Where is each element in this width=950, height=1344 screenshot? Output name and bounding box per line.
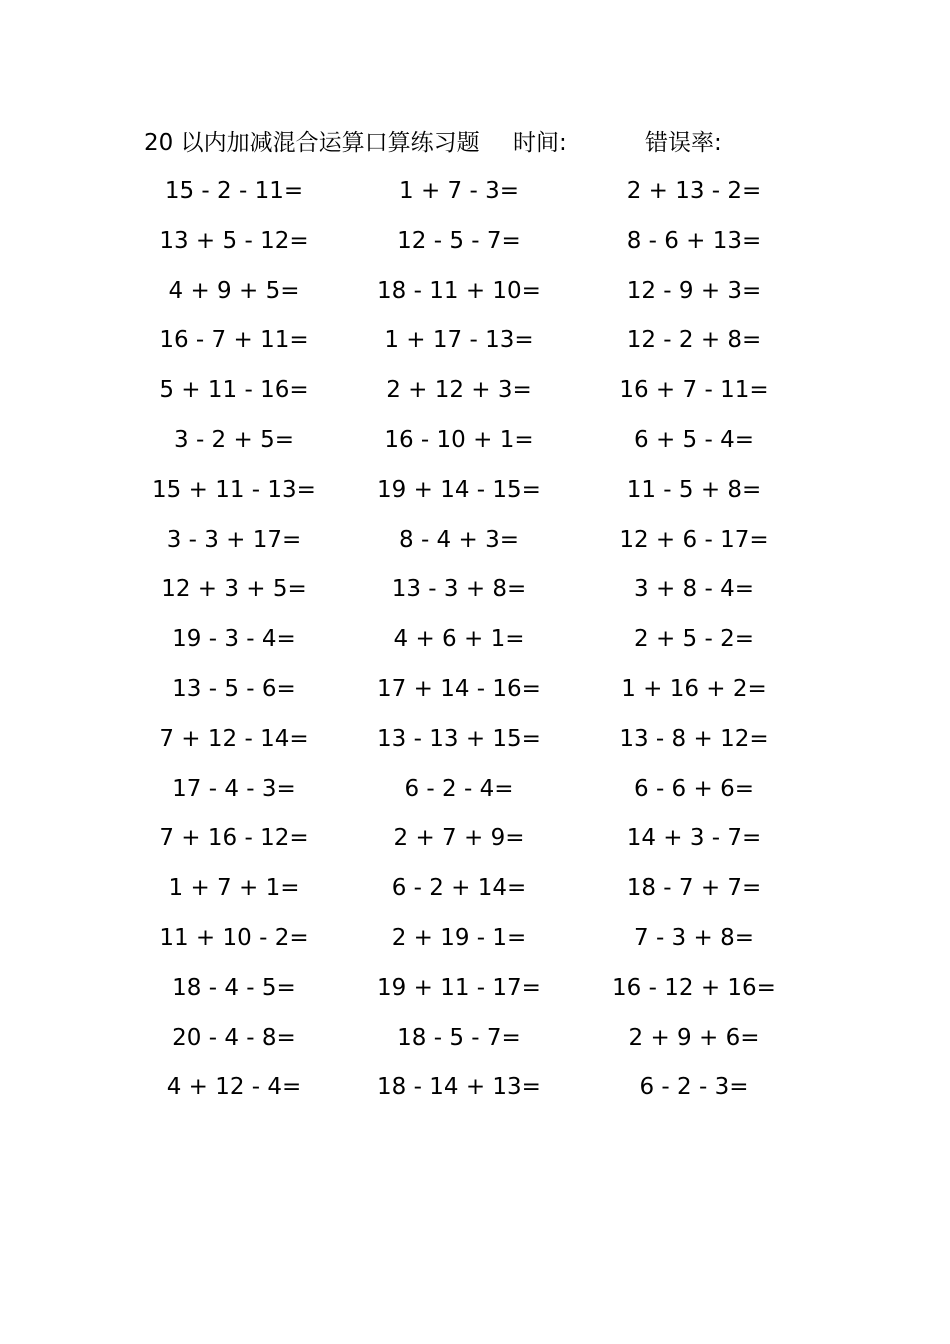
- problem-item: 12 - 9 + 3=: [626, 277, 762, 304]
- problem-item: 16 - 10 + 1=: [384, 426, 534, 453]
- problem-item: 19 + 14 - 15=: [377, 476, 541, 503]
- problem-item: 18 - 7 + 7=: [626, 875, 762, 902]
- problem-item: 13 - 8 + 12=: [619, 725, 769, 752]
- problem-item: 13 - 13 + 15=: [377, 725, 541, 752]
- problem-row: [140, 1069, 800, 1119]
- problem-row: [140, 870, 800, 920]
- problem-item: 8 - 4 + 3=: [399, 526, 519, 553]
- problem-item: 6 - 2 + 14=: [391, 875, 527, 902]
- problem-item: 13 - 5 - 6=: [172, 675, 296, 702]
- problem-item: 4 + 12 - 4=: [166, 1074, 302, 1101]
- problem-item: 17 - 4 - 3=: [172, 775, 296, 802]
- problem-item: 6 - 6 + 6=: [634, 775, 754, 802]
- problem-row: [140, 820, 800, 870]
- problem-row: [140, 621, 800, 671]
- problem-row: [140, 273, 800, 323]
- problem-item: 2 + 12 + 3=: [386, 377, 532, 404]
- problem-item: 6 + 5 - 4=: [634, 426, 754, 453]
- problem-item: 13 - 3 + 8=: [391, 576, 527, 603]
- problem-item: 7 - 3 + 8=: [634, 924, 754, 951]
- problem-item: 2 + 9 + 6=: [628, 1024, 760, 1051]
- problem-item: 2 + 7 + 9=: [393, 825, 525, 852]
- problem-item: 15 + 11 - 13=: [152, 476, 316, 503]
- problem-row: [140, 970, 800, 1020]
- problem-item: 3 - 3 + 17=: [166, 526, 302, 553]
- problem-row: [140, 571, 800, 621]
- problem-row: [140, 472, 800, 522]
- problem-item: 6 - 2 - 3=: [639, 1074, 749, 1101]
- time-label: 时间:: [513, 130, 567, 156]
- problem-item: 16 - 7 + 11=: [159, 327, 309, 354]
- problem-item: 18 - 4 - 5=: [172, 974, 296, 1001]
- problem-item: 11 - 5 + 8=: [626, 476, 762, 503]
- problem-item: 1 + 16 + 2=: [621, 675, 767, 702]
- problem-item: 12 - 2 + 8=: [626, 327, 762, 354]
- problem-item: 2 + 5 - 2=: [634, 626, 754, 653]
- problem-item: 19 - 3 - 4=: [172, 626, 296, 653]
- problem-item: 1 + 17 - 13=: [384, 327, 534, 354]
- problem-row: [140, 422, 800, 472]
- problem-item: 4 + 9 + 5=: [168, 277, 300, 304]
- problem-item: 12 - 5 - 7=: [397, 227, 521, 254]
- problem-row: [140, 771, 800, 821]
- problem-item: 3 - 2 + 5=: [174, 426, 294, 453]
- problem-item: 2 + 13 - 2=: [626, 178, 762, 204]
- problem-grid: [140, 173, 800, 1119]
- problem-item: 7 + 16 - 12=: [159, 825, 309, 852]
- problem-row: [140, 920, 800, 970]
- problem-item: 18 - 11 + 10=: [377, 277, 541, 304]
- problem-row: [140, 522, 800, 572]
- problem-item: 1 + 7 + 1=: [168, 875, 300, 902]
- problem-row: [140, 721, 800, 771]
- problem-item: 18 - 5 - 7=: [397, 1024, 521, 1051]
- problem-item: 7 + 12 - 14=: [159, 725, 309, 752]
- problem-item: 4 + 6 + 1=: [393, 626, 525, 653]
- problem-item: 12 + 3 + 5=: [161, 576, 307, 603]
- problem-item: 17 + 14 - 16=: [377, 675, 541, 702]
- problem-item: 12 + 6 - 17=: [619, 526, 769, 553]
- problem-item: 1 + 7 - 3=: [399, 178, 519, 204]
- problem-item: 6 - 2 - 4=: [404, 775, 514, 802]
- problem-row: [140, 1020, 800, 1070]
- problem-row: [140, 671, 800, 721]
- problem-item: 16 - 12 + 16=: [612, 974, 776, 1001]
- problem-row: [140, 173, 800, 223]
- problem-row: [140, 322, 800, 372]
- problem-item: 5 + 11 - 16=: [159, 377, 309, 404]
- problem-item: 2 + 19 - 1=: [391, 924, 527, 951]
- problem-item: 3 + 8 - 4=: [634, 576, 754, 603]
- problem-item: 19 + 11 - 17=: [377, 974, 541, 1001]
- problem-item: 14 + 3 - 7=: [626, 825, 762, 852]
- problem-item: 13 + 5 - 12=: [159, 227, 309, 254]
- problem-item: 11 + 10 - 2=: [159, 924, 309, 951]
- problem-item: 16 + 7 - 11=: [619, 377, 769, 404]
- worksheet-title: 20 以内加减混合运算口算练习题: [144, 130, 480, 156]
- problem-item: 20 - 4 - 8=: [172, 1024, 296, 1051]
- problem-row: [140, 372, 800, 422]
- worksheet-header: [144, 126, 844, 160]
- error-rate-label: 错误率:: [645, 130, 722, 156]
- problem-item: 15 - 2 - 11=: [164, 178, 304, 204]
- problem-item: 8 - 6 + 13=: [626, 227, 762, 254]
- problem-item: 18 - 14 + 13=: [377, 1074, 541, 1101]
- problem-row: [140, 223, 800, 273]
